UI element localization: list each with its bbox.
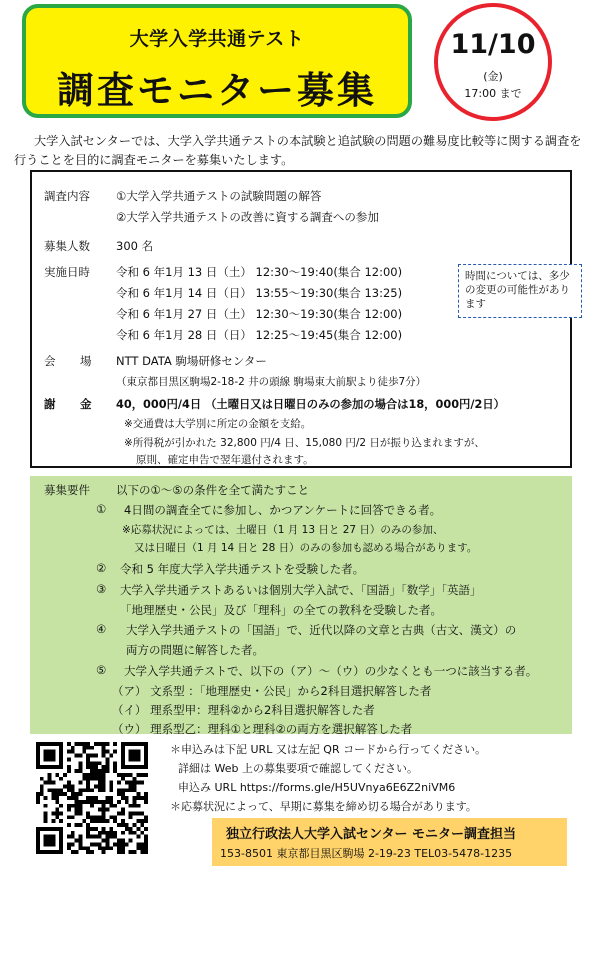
- req-5-option-c: （ウ） 理系型乙：理科①と理科②の両方を選択解答した者: [112, 722, 413, 736]
- req-1-note-1: ※応募状況によっては、土曜日（1 月 13 日と 27 日）のみの参加、: [122, 524, 444, 536]
- content-item-1: ①大学入学共通テストの試験問題の解答: [116, 189, 322, 203]
- req-1-text: 4日間の調査全てに参加し、かつアンケートに回答できる者。: [124, 503, 442, 517]
- count-label: 募集人数: [44, 239, 90, 253]
- requirements-box: [30, 476, 572, 734]
- req-4-text-2: 両方の問題に解答した者。: [126, 643, 264, 657]
- apply-note-2: 詳細は Web 上の募集要項で確認してください。: [178, 762, 418, 775]
- count-value: 300 名: [116, 239, 154, 253]
- fee-label-1: 謝: [44, 397, 56, 411]
- req-1-note-2: 又は日曜日（1 月 14 日と 28 日）のみの参加も認める場合があります。: [134, 542, 478, 554]
- date-item: 令和 6 年1月 14 日（日） 13:55～19:30(集合 13:25): [116, 286, 403, 300]
- dates-label: 実施日時: [44, 265, 90, 279]
- req-4-text-1: 大学入学共通テストの「国語」で、近代以降の文章と古典（古文、漢文）の: [126, 623, 517, 637]
- details-box: [30, 170, 572, 468]
- date-item: 令和 6 年1月 27 日（土） 12:30～19:30(集合 12:00): [116, 307, 403, 321]
- apply-note-1: ＊申込みは下記 URL 又は左記 QR コードから行ってください。: [170, 743, 487, 756]
- intro-paragraph: 大学入試センターでは、大学入学共通テストの本試験と追試験の問題の難易度比較等に関する調査を行うことを目的に調査モニターを募集いたします。: [14, 134, 582, 167]
- deadline-time: 17:00 まで: [464, 87, 522, 100]
- deadline-day: (金): [483, 70, 503, 83]
- req-4-number: ④: [96, 622, 107, 636]
- venue-address: （東京都目黒区駒場2-18-2 井の頭線 駒場東大前駅より徒歩7分）: [116, 376, 427, 388]
- requirements-label: 募集要件: [44, 483, 90, 497]
- req-2-text: 令和 5 年度大学入学共通テストを受験した者。: [120, 562, 365, 576]
- fee-label-2: 金: [80, 397, 92, 411]
- banner-title: 調査モニター募集: [57, 69, 377, 112]
- deadline-badge: [434, 3, 552, 121]
- req-5-text: 大学入学共通テストで、以下の（ア）～（ウ）の少なくとも一つに該当する者。: [124, 664, 538, 678]
- requirements-intro: 以下の①～⑤の条件を全て満たすこと: [116, 483, 310, 497]
- venue-label-2: 場: [80, 354, 92, 368]
- date-item: 令和 6 年1月 13 日（土） 12:30～19:40(集合 12:00): [116, 265, 403, 279]
- apply-note-3: ＊応募状況によって、早期に募集を締め切る場合があります。: [170, 800, 477, 813]
- req-5-number: ⑤: [96, 663, 107, 677]
- deadline-date: 11/10: [450, 29, 536, 60]
- contact-box: [212, 818, 567, 866]
- req-5-option-b: （イ） 理系型甲：理科②から2科目選択解答した者: [112, 703, 375, 717]
- fee-note-refund: 原則、確定申告で翌年還付されます。: [136, 454, 314, 466]
- apply-url[interactable]: 申込み URL https://forms.gle/H5UVnya6E6Z2niVM6: [178, 781, 456, 794]
- req-3-text-2: 「地理歴史・公民」及び「理科」の全ての教科を受験した者。: [120, 603, 442, 617]
- venue-label-1: 会: [44, 354, 56, 368]
- fee-value: 40，000円/4日 （土曜日又は日曜日のみの参加の場合は18，000円/2日）: [116, 398, 505, 411]
- banner-subtitle: 大学入学共通テスト: [129, 28, 305, 50]
- req-2-number: ②: [96, 561, 107, 575]
- date-item: 令和 6 年1月 28 日（日） 12:25～19:45(集合 12:00): [116, 328, 403, 342]
- header-banner: [22, 4, 412, 118]
- req-3-number: ③: [96, 582, 107, 596]
- time-change-note: 時間については、多少の変更の可能性があります: [458, 264, 582, 318]
- fee-note-tax: ※所得税が引かれた 32,800 円/4 日、15,080 円/2 日が振り込まれますが、: [124, 437, 485, 449]
- content-label: 調査内容: [44, 189, 90, 203]
- venue-name: NTT DATA 駒場研修センター: [116, 354, 267, 368]
- req-1-number: ①: [96, 502, 107, 516]
- contact-name: 独立行政法人大学入試センター モニター調査担当: [226, 827, 517, 842]
- contact-address: 153-8501 東京都目黒区駒場 2-19-23 TEL03-5478-1235: [220, 847, 513, 860]
- qr-code[interactable]: [36, 742, 148, 854]
- req-3-text-1: 大学入学共通テストあるいは個別大学入試で、「国語」「数学」「英語」: [120, 583, 482, 597]
- fee-note-transport: ※交通費は大学別に所定の金額を支給。: [124, 418, 312, 430]
- content-item-2: ②大学入学共通テストの改善に資する調査への参加: [116, 210, 379, 224]
- req-5-option-a: （ア） 文系型 ：「地理歴史・公民」から2科目選択解答した者: [112, 684, 432, 698]
